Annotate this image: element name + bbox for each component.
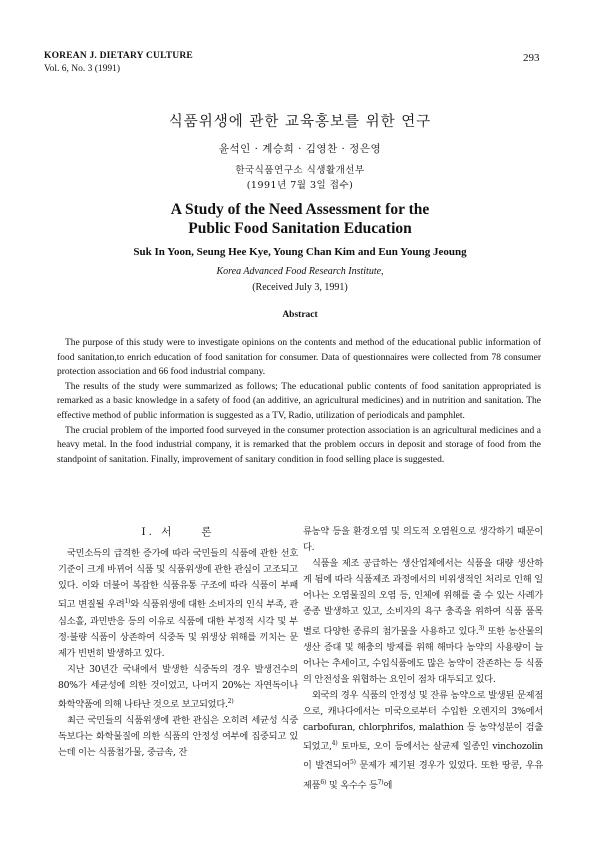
body-paragraph <box>303 688 543 794</box>
abstract-body <box>57 336 541 467</box>
abstract-paragraph: The crucial problem of the imported food surveyed in the consumer protection association is an agricultural medicines and a heavy metal. In the food industrial company, it is remarked that the problem occurs in deposit and storage of food from the standpoint of sanitation. Finally, improvement of sanitary condition in food selling place is suggested. <box>57 425 541 465</box>
english-authors: Suk In Yoon, Seung Hee Kye, Young Chan Kim and Eun Young Jeoung <box>133 246 467 258</box>
body-text: 지난 30년간 국내에서 발생한 식중독의 경우 발생건수의 80%가 세균성에 의한 것이었고, 나머지 20%는 자연독이나 화학약품에 의해 나타난 것으로 보고되었다. <box>58 663 298 711</box>
body-text: 및 옥수수 등 <box>326 779 378 791</box>
english-affiliation: Korea Advanced Food Research Institute, <box>216 266 384 277</box>
citation-marker: 7) <box>377 778 384 786</box>
english-received-date: (Received July 3, 1991) <box>252 282 348 293</box>
korean-title: 식품위생에 관한 교육홍보를 위한 연구 <box>168 114 432 130</box>
journal-volume: Vol. 6, No. 3 (1991) <box>44 64 121 74</box>
body-column-right <box>303 524 543 794</box>
abstract-heading: Abstract <box>282 310 318 320</box>
korean-authors: 윤석인 · 계승희 · 김영찬 · 정은영 <box>218 143 382 155</box>
english-title <box>0 200 600 238</box>
body-text: 토마토, 오이 등에서는 살균제 일종인 vinchozolin이 발견되어 <box>303 741 543 772</box>
citation-marker: 1) <box>124 598 131 606</box>
body-paragraph: 류농약 등을 환경오염 및 의도적 오염원으로 생각하기 때문이다. <box>303 526 543 554</box>
body-paragraph <box>303 556 543 688</box>
abstract-paragraph: The results of the study were summarized as follows; The educational public contents of food sanitation appropriated is remarked as a basic knowledge in a safety of food (an additive, an agricultural medicines) and in nutrition and sanitation. The effective method of public information is suggested as a TV, Radio, utilization of periodicals and pamphlet. <box>57 381 541 421</box>
journal-name: KOREAN J. DIETARY CULTURE <box>44 51 193 61</box>
running-header <box>44 50 193 76</box>
abstract-paragraph: The purpose of this study were to investigate opinions on the contents and method of the educational public information of food sanitation,to enrich education of food sanitation for consumer. Data of questionnaires were collected from 78 consumer protection association and 66 food industrial company. <box>57 338 541 378</box>
body-paragraph: 최근 국민들의 식품위생에 관한 관심은 오히려 세균성 식중독보다는 화학물질에 의한 식품의 안정성 여부에 집중되고 있는데 이는 식품첨가물, 중금속, 잔 <box>58 715 298 759</box>
body-text: 국민소득의 급격한 증가에 따라 국민들의 식품에 관한 선호 기준이 크게 바뀌어 식품 및 식품위생에 관한 관심이 고조되고 있다. 이와 더불어 복잡한 식품유통 구조에 따라 식품이 부패되고 변질될 우려 <box>58 548 298 611</box>
citation-marker: 4) <box>331 740 338 748</box>
english-title-line2: Public Food Sanitation Education <box>188 220 412 237</box>
korean-affiliation: 한국식품연구소 식생활개선부 <box>235 165 365 176</box>
body-column-left <box>58 522 298 761</box>
page-number: 293 <box>523 52 540 64</box>
body-text: 문제가 제기된 경우가 있었다. 또한 땅콩, 우유제품 <box>303 760 543 791</box>
citation-marker: 5) <box>350 759 356 767</box>
body-text: 식품을 제조 공급하는 생산업체에서는 식품을 대량 생산하게 됨에 따라 식품제조 과정에서의 비위생적인 처리로 인해 일어나는 오염물질의 오염 등, 인체에 위해를 줄 수 있는 사례가 종종 발생하고 있고, 소비자의 욕구 충족을 위하여 식품 품목별로 다양한 종류의 첨가물을 사용하고 있다. <box>303 558 543 637</box>
citation-marker: 2) <box>227 698 234 705</box>
body-text: 와 식품위생에 대한 소비자의 인식 부족, 관심소홀, 과민반응 등의 이유로 식품에 대한 부정적 시각 및 부정·불량 식품이 상존하여 식중독 및 위생상 위해를 끼치는 문제가 빈번히 발생하고 있다. <box>58 599 298 659</box>
body-text: 에 <box>383 779 393 791</box>
body-paragraph <box>58 662 298 713</box>
body-text: 또한 농산물의 생산 증대 및 해충의 방제를 위해 해마다 농약의 사용량이 늘어나는 추세이고, 수입식품에도 많은 농약이 잔존하는 등 식품의 안전성을 위협하는 요인이 점차 대두되고 있다. <box>303 625 543 685</box>
citation-marker: 3) <box>478 624 485 632</box>
korean-received-date: (1991년 7월 3일 접수) <box>246 180 354 191</box>
citation-marker: 6) <box>320 778 327 786</box>
body-text: 외국의 경우 식품의 안정성 및 잔류 농약으로 발생된 문제점으로, 캐나다에서는 미국으로부터 수입한 오렌지의 3%에서 carbofuran, chlorphrifos, malathion 등 농약성분이 검출되었고, <box>303 690 543 753</box>
section-heading-introduction: I. 서 론 <box>141 526 215 538</box>
body-paragraph <box>58 546 298 662</box>
english-title-line1: A Study of the Need Assessment for the <box>170 201 430 218</box>
